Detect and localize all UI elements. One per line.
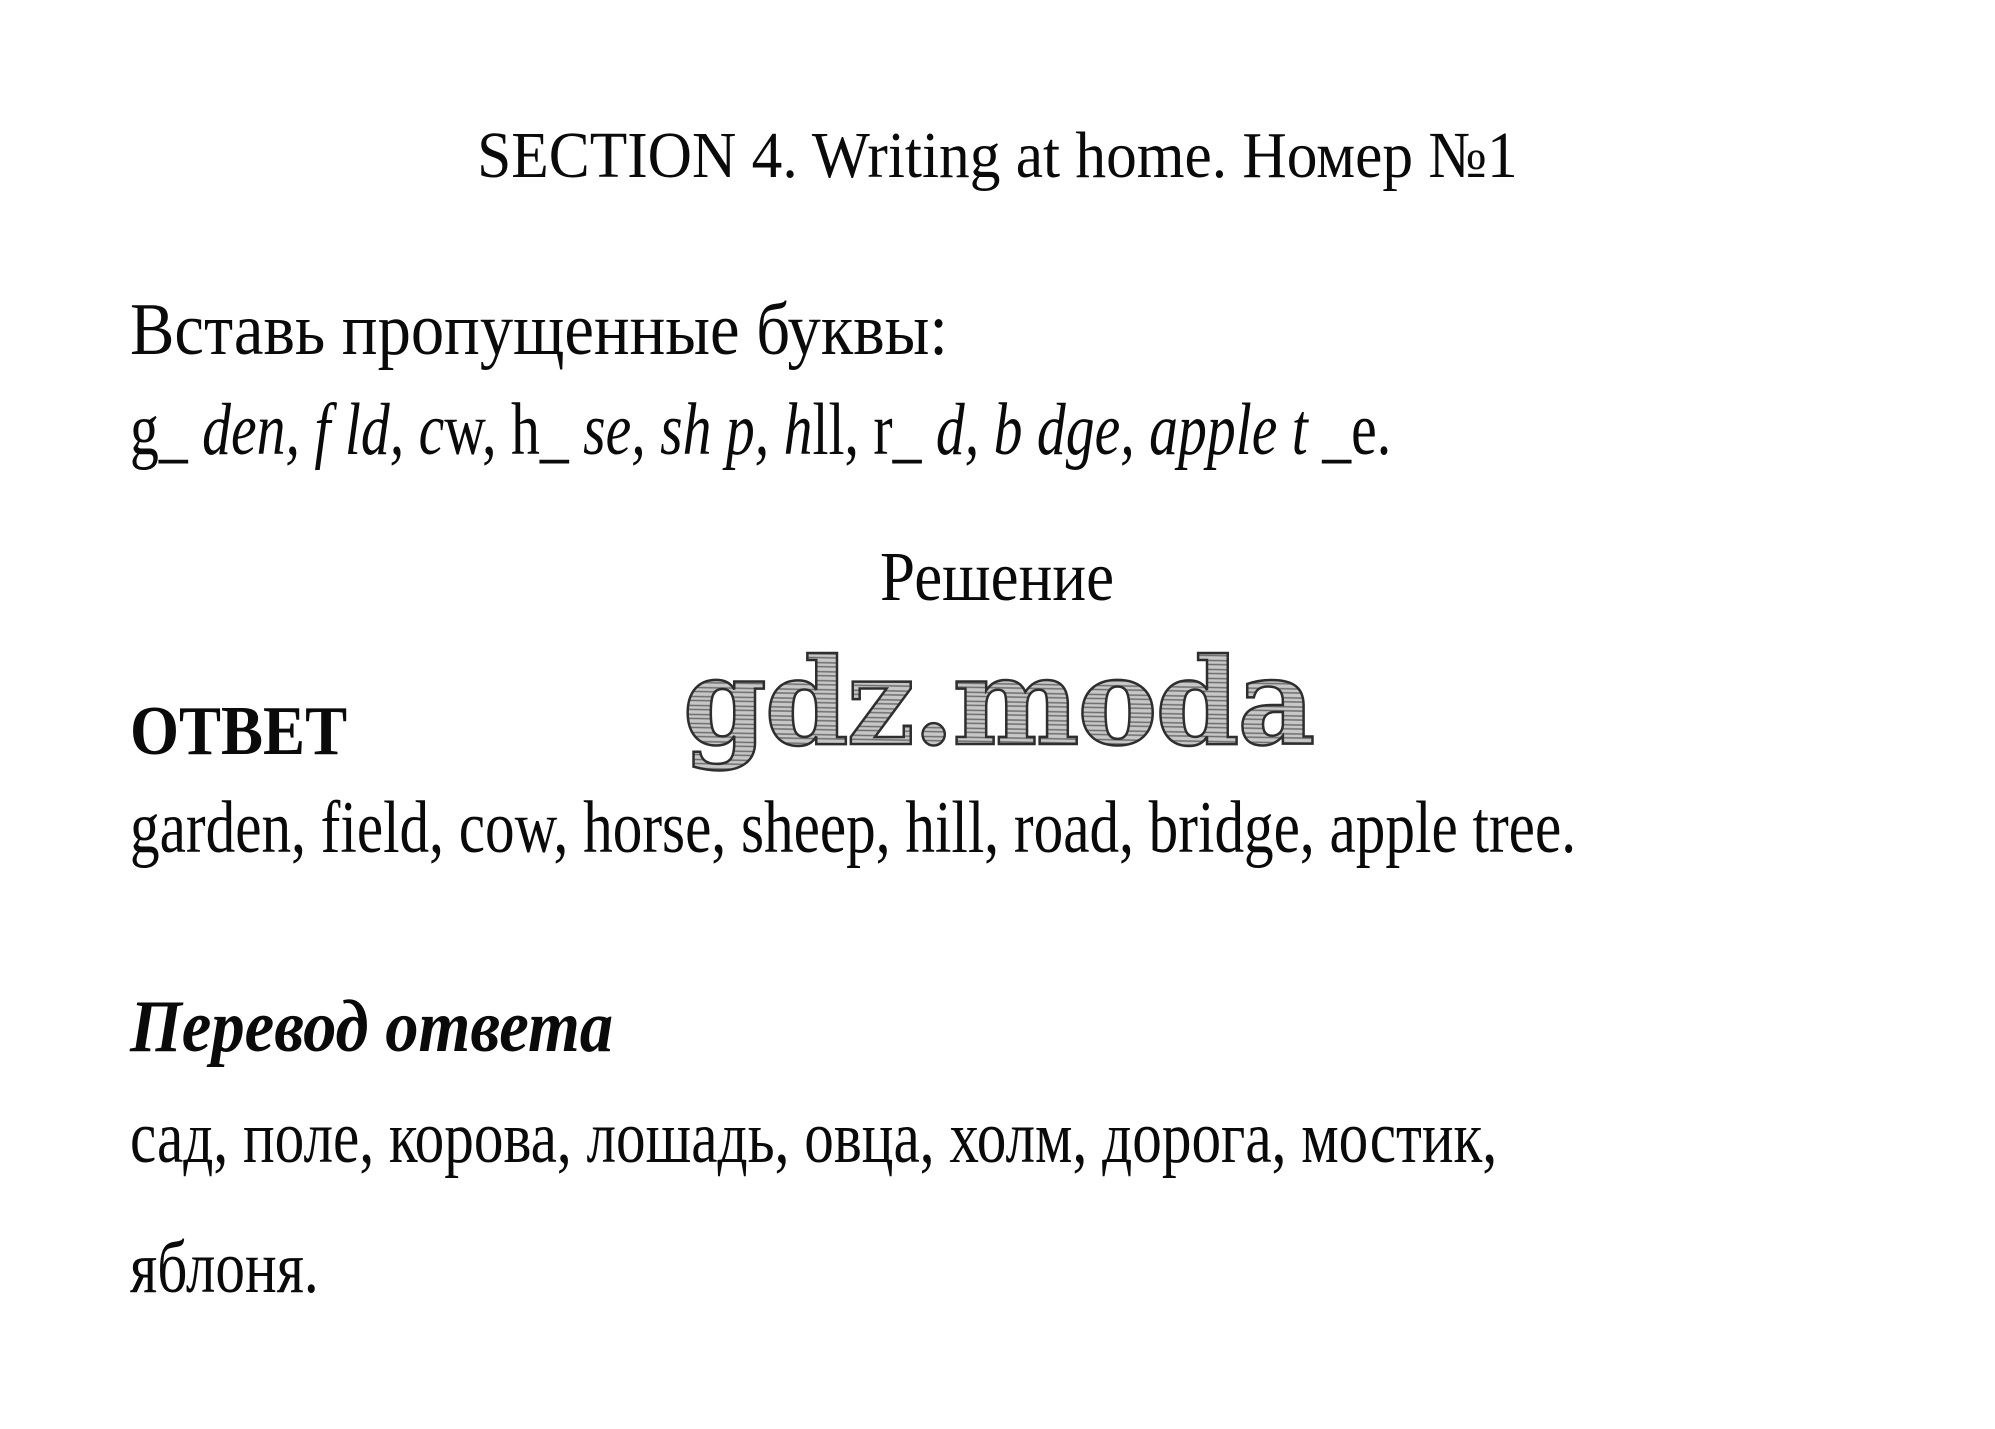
exercise-segment: apple t	[1149, 389, 1323, 471]
exercise-segment: h	[783, 389, 813, 471]
exercise-segment: ll,	[812, 389, 874, 471]
exercise-segment: se,	[583, 389, 661, 471]
exercise-segment: f ld,	[314, 389, 419, 471]
translation-row-1	[130, 1096, 1839, 1181]
exercise-segment: r_	[873, 389, 936, 471]
instruction-row	[130, 288, 1039, 373]
watermark-text: gdz.moda	[682, 632, 1313, 773]
translation-text-line2: яблоня.	[130, 1227, 319, 1309]
exercise-segment: den,	[202, 389, 315, 471]
translation-label: Перевод ответа	[130, 986, 614, 1068]
exercise-segments	[130, 388, 1391, 473]
exercise-segment: c	[418, 389, 445, 471]
exercise-segment: g_	[130, 389, 203, 471]
translation-text-line1: сад, поле, корова, лошадь, овца, холм, дорога, мостик,	[130, 1097, 1498, 1179]
page-title-row	[0, 118, 1995, 194]
answer-row	[130, 786, 1938, 871]
solution-heading-row	[0, 538, 1995, 618]
exercise-segment: sh p,	[660, 389, 784, 471]
answer-label-row	[130, 692, 371, 772]
watermark-graphic	[668, 622, 1328, 792]
translation-label-row	[130, 985, 667, 1070]
exercise-line	[130, 388, 1747, 473]
exercise-segment: b dge,	[993, 389, 1150, 471]
answer-label: ОТВЕТ	[130, 693, 348, 770]
translation-row-2	[130, 1226, 366, 1311]
solution-heading: Решение	[880, 539, 1115, 616]
exercise-segment: h_	[511, 389, 584, 471]
exercise-segment: w,	[444, 389, 512, 471]
page-title: SECTION 4. Writing at home. Номер №1	[477, 119, 1518, 192]
exercise-segment: d,	[935, 389, 994, 471]
answer-text: garden, field, cow, horse, sheep, hill, road, bridge, apple tree.	[130, 787, 1577, 869]
exercise-segment: _e.	[1322, 389, 1392, 471]
instruction-text: Вставь пропущенные буквы:	[130, 289, 948, 371]
